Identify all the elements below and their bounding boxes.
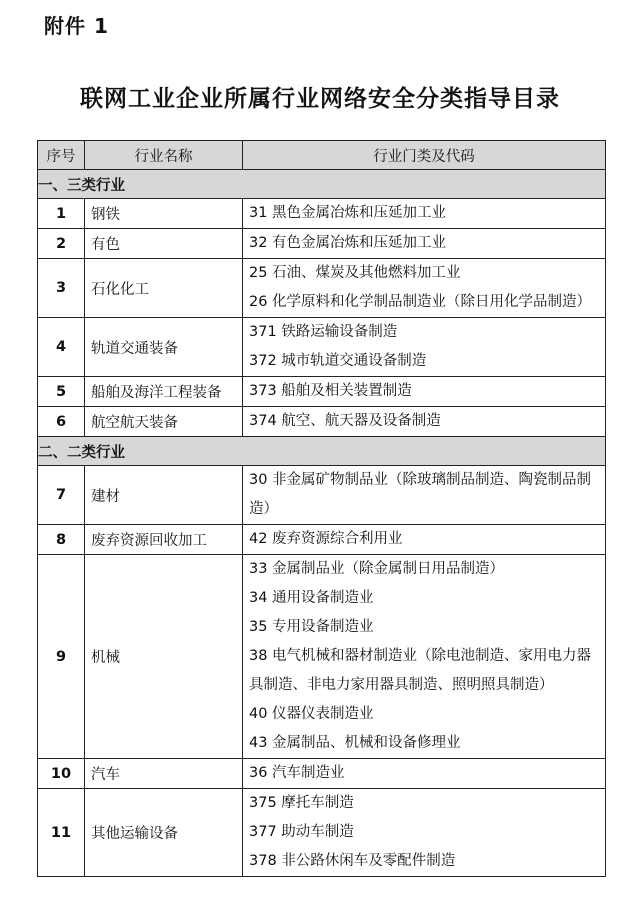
industry-code-line: 36 汽车制造业: [249, 765, 345, 781]
industry-code-line: 43 金属制品、机械和设备修理业: [249, 735, 461, 751]
table-row: [38, 466, 606, 525]
industry-codes: [243, 759, 606, 789]
table-row: [38, 199, 606, 229]
industry-code-line: 373 船舶及相关装置制造: [249, 383, 412, 399]
row-number: 8: [38, 525, 85, 555]
row-number: 2: [38, 229, 85, 259]
industry-code-line: 30 非金属矿物制品业（除玻璃制品制造、陶瓷制品制造）: [249, 472, 592, 517]
attachment-label: 附件 1: [44, 14, 109, 38]
industry-name: 有色: [85, 229, 243, 259]
industry-code-line: 375 摩托车制造: [249, 795, 354, 811]
page-title: 联网工业企业所属行业网络安全分类指导目录: [80, 86, 560, 112]
industry-name: 建材: [85, 466, 243, 525]
industry-name: 轨道交通装备: [85, 318, 243, 377]
row-number: 7: [38, 466, 85, 525]
industry-code-line: 374 航空、航天器及设备制造: [249, 413, 441, 429]
industry-code-line: 34 通用设备制造业: [249, 590, 374, 606]
industry-codes: [243, 229, 606, 259]
industry-codes: [243, 555, 606, 759]
row-number: 3: [38, 259, 85, 318]
table-row: [38, 259, 606, 318]
industry-code-line: 372 城市轨道交通设备制造: [249, 353, 427, 369]
table-row: [38, 377, 606, 407]
industry-name: 废弃资源回收加工: [85, 525, 243, 555]
section-heading: 二、二类行业: [38, 437, 606, 466]
header-no: 序号: [38, 141, 85, 170]
industry-codes: [243, 318, 606, 377]
industry-codes: [243, 259, 606, 318]
industry-code-line: 31 黑色金属冶炼和压延加工业: [249, 205, 447, 221]
table-row: [38, 555, 606, 759]
industry-code-line: 35 专用设备制造业: [249, 619, 374, 635]
industry-code-line: 377 助动车制造: [249, 824, 354, 840]
section-row: [38, 437, 606, 466]
table-row: [38, 759, 606, 789]
section-row: [38, 170, 606, 199]
industry-name: 船舶及海洋工程装备: [85, 377, 243, 407]
table-row: [38, 407, 606, 437]
industry-code-line: 32 有色金属冶炼和压延加工业: [249, 235, 447, 251]
industry-codes: [243, 407, 606, 437]
industry-codes: [243, 199, 606, 229]
industry-codes: [243, 466, 606, 525]
table-body: [38, 170, 606, 877]
industry-name: 其他运输设备: [85, 789, 243, 877]
industry-codes: [243, 377, 606, 407]
row-number: 9: [38, 555, 85, 759]
industry-name: 航空航天装备: [85, 407, 243, 437]
section-heading: 一、三类行业: [38, 170, 606, 199]
industry-codes: [243, 789, 606, 877]
row-number: 10: [38, 759, 85, 789]
header-codes: 行业门类及代码: [243, 141, 606, 170]
table-header-row: [38, 141, 606, 170]
industry-code-line: 25 石油、煤炭及其他燃料加工业: [249, 265, 461, 281]
industry-code-line: 38 电气机械和器材制造业（除电池制造、家用电力器具制造、非电力家用器具制造、照明照具制造）: [249, 648, 592, 693]
industry-code-line: 42 废弃资源综合利用业: [249, 531, 403, 547]
table-row: [38, 789, 606, 877]
industry-code-line: 26 化学原料和化学制品制造业（除日用化学品制造）: [249, 294, 592, 310]
header-name: 行业名称: [85, 141, 243, 170]
row-number: 6: [38, 407, 85, 437]
industry-name: 钢铁: [85, 199, 243, 229]
industry-code-line: 371 铁路运输设备制造: [249, 324, 398, 340]
industry-name: 机械: [85, 555, 243, 759]
industry-name: 汽车: [85, 759, 243, 789]
row-number: 4: [38, 318, 85, 377]
industry-codes: [243, 525, 606, 555]
table-row: [38, 318, 606, 377]
industry-catalog-table: [37, 140, 606, 877]
industry-code-line: 378 非公路休闲车及零配件制造: [249, 853, 456, 869]
industry-name: 石化化工: [85, 259, 243, 318]
table-row: [38, 229, 606, 259]
industry-code-line: 40 仪器仪表制造业: [249, 706, 374, 722]
row-number: 11: [38, 789, 85, 877]
industry-code-line: 33 金属制品业（除金属制日用品制造）: [249, 561, 505, 577]
row-number: 5: [38, 377, 85, 407]
row-number: 1: [38, 199, 85, 229]
table-row: [38, 525, 606, 555]
